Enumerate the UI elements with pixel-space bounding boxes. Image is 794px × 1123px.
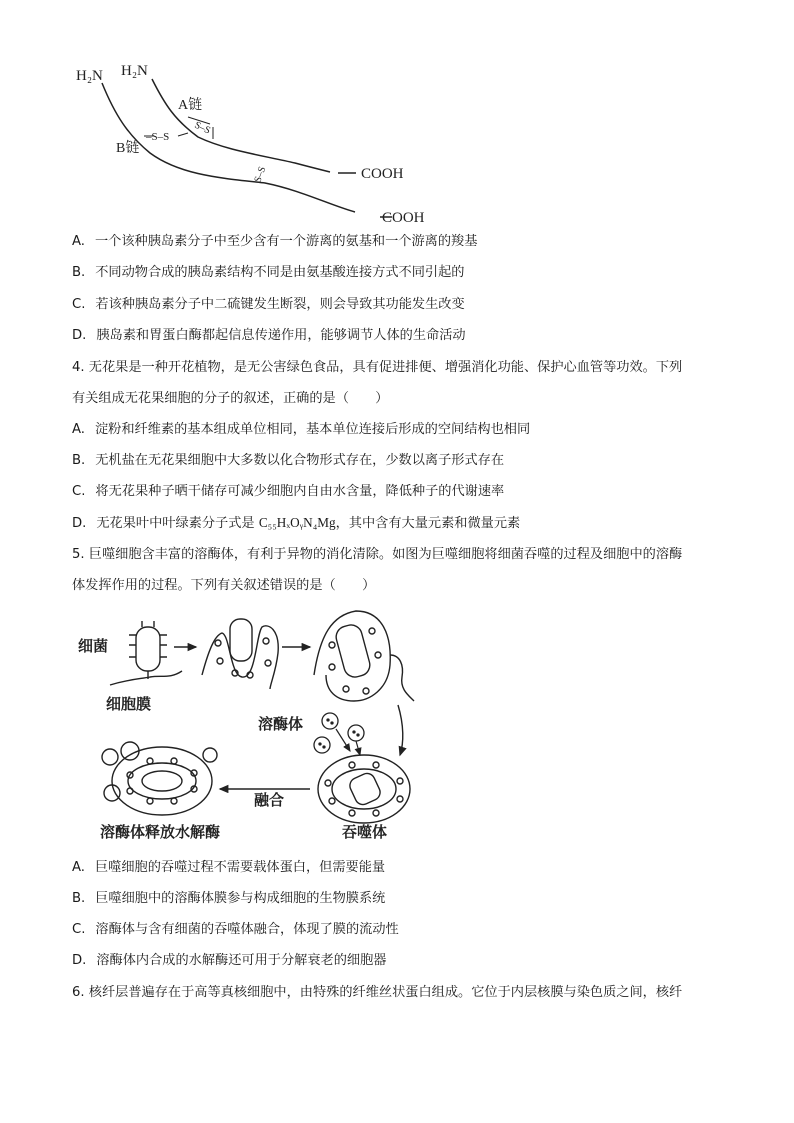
b-chain-label: B链 [116, 141, 140, 156]
bacterium-stage-1 [110, 621, 182, 685]
q3-option-c: C. 若该种胰岛素分子中二硫键发生断裂，则会导致其功能发生改变 [72, 297, 465, 312]
q5-option-d: D. 溶酶体内合成的水解酶还可用于分解衰老的细胞器 [72, 953, 387, 968]
b-chain-c-terminal: COOH [382, 210, 425, 226]
insulin-structure-figure [60, 55, 460, 230]
disulfide-bond-2: –S–S [146, 131, 170, 143]
arrow-lysosome-2 [356, 741, 360, 755]
label-bacteria: 细菌 [78, 637, 109, 655]
q5-option-b: B. 巨噬细胞中的溶酶体膜参与构成细胞的生物膜系统 [72, 891, 386, 906]
q4-option-d: D. 无花果叶中叶绿素分子式是 C₅₅HₓOᵧN₄Mg，其中含有大量元素和微量元素 [72, 515, 521, 531]
label-enzyme-release: 溶酶体释放水解酶 [100, 823, 221, 841]
a-chain-n-terminal: H₂N [121, 63, 148, 79]
arrow-3 [398, 705, 403, 755]
q3-option-a: A. 一个该种胰岛素分子中至少含有一个游离的氨基和一个游离的羧基 [72, 234, 478, 249]
q4-stem-line-1: 4. 无花果是一种开花植物，是无公害绿色食品，具有促进排便、增强消化功能、保护心血管等功效。下列 [72, 360, 683, 375]
engulfing-stage-3 [314, 611, 414, 701]
q3-option-d: D. 胰岛素和胃蛋白酶都起信息传递作用，能够调节人体的生命活动 [72, 328, 466, 343]
a-chain-c-terminal: COOH [361, 166, 404, 182]
a-chain-label: A链 [178, 98, 203, 113]
q5-option-a: A. 巨噬细胞的吞噬过程不需要载体蛋白，但需要能量 [72, 860, 386, 875]
label-fusion: 融合 [254, 791, 285, 809]
phagocytosis-figure [70, 605, 430, 845]
engulfing-stage-2 [202, 619, 278, 689]
q4-option-a: A. 淀粉和纤维素的基本组成单位相同，基本单位连接后形成的空间结构也相同 [72, 422, 531, 437]
q3-option-b: B. 不同动物合成的胰岛素结构不同是由氨基酸连接方式不同引起的 [72, 265, 465, 280]
label-lysosome: 溶酶体 [258, 715, 304, 733]
enzyme-release-shape [102, 742, 217, 815]
q6-stem-line-1: 6. 核纤层普遍存在于高等真核细胞中，由特殊的纤维丝状蛋白组成。它位于内层核膜与染色质之间，核纤 [72, 985, 683, 1000]
q4-stem-line-2: 有关组成无花果细胞的分子的叙述，正确的是（ ） [72, 391, 389, 406]
label-phagosome: 吞噬体 [342, 823, 388, 841]
q5-stem-line-2: 体发挥作用的过程。下列有关叙述错误的是（ ） [72, 578, 376, 593]
q4-option-b: B. 无机盐在无花果细胞中大多数以化合物形式存在，少数以离子形式存在 [72, 453, 505, 468]
disulfide-bond-1: S–S [192, 119, 212, 137]
label-cell-membrane: 细胞膜 [106, 695, 152, 713]
chlorophyll-formula: C₅₅HₓOᵧN₄Mg [258, 515, 336, 530]
phagosome-shape [318, 755, 410, 823]
q4-option-c: C. 将无花果种子晒干储存可减少细胞内自由水含量，降低种子的代谢速率 [72, 484, 505, 499]
disulfide-bond-line [178, 133, 188, 136]
q5-stem-line-1: 5. 巨噬细胞含丰富的溶酶体，有利于异物的消化清除。如图为巨噬细胞将细菌吞噬的过程及细胞中的溶酶 [72, 547, 683, 562]
b-chain-n-terminal: H₂N [76, 68, 103, 84]
disulfide-bond-3: S–S [252, 165, 269, 185]
a-chain-line [152, 79, 330, 172]
q5-option-c: C. 溶酶体与含有细菌的吞噬体融合，体现了膜的流动性 [72, 922, 399, 937]
